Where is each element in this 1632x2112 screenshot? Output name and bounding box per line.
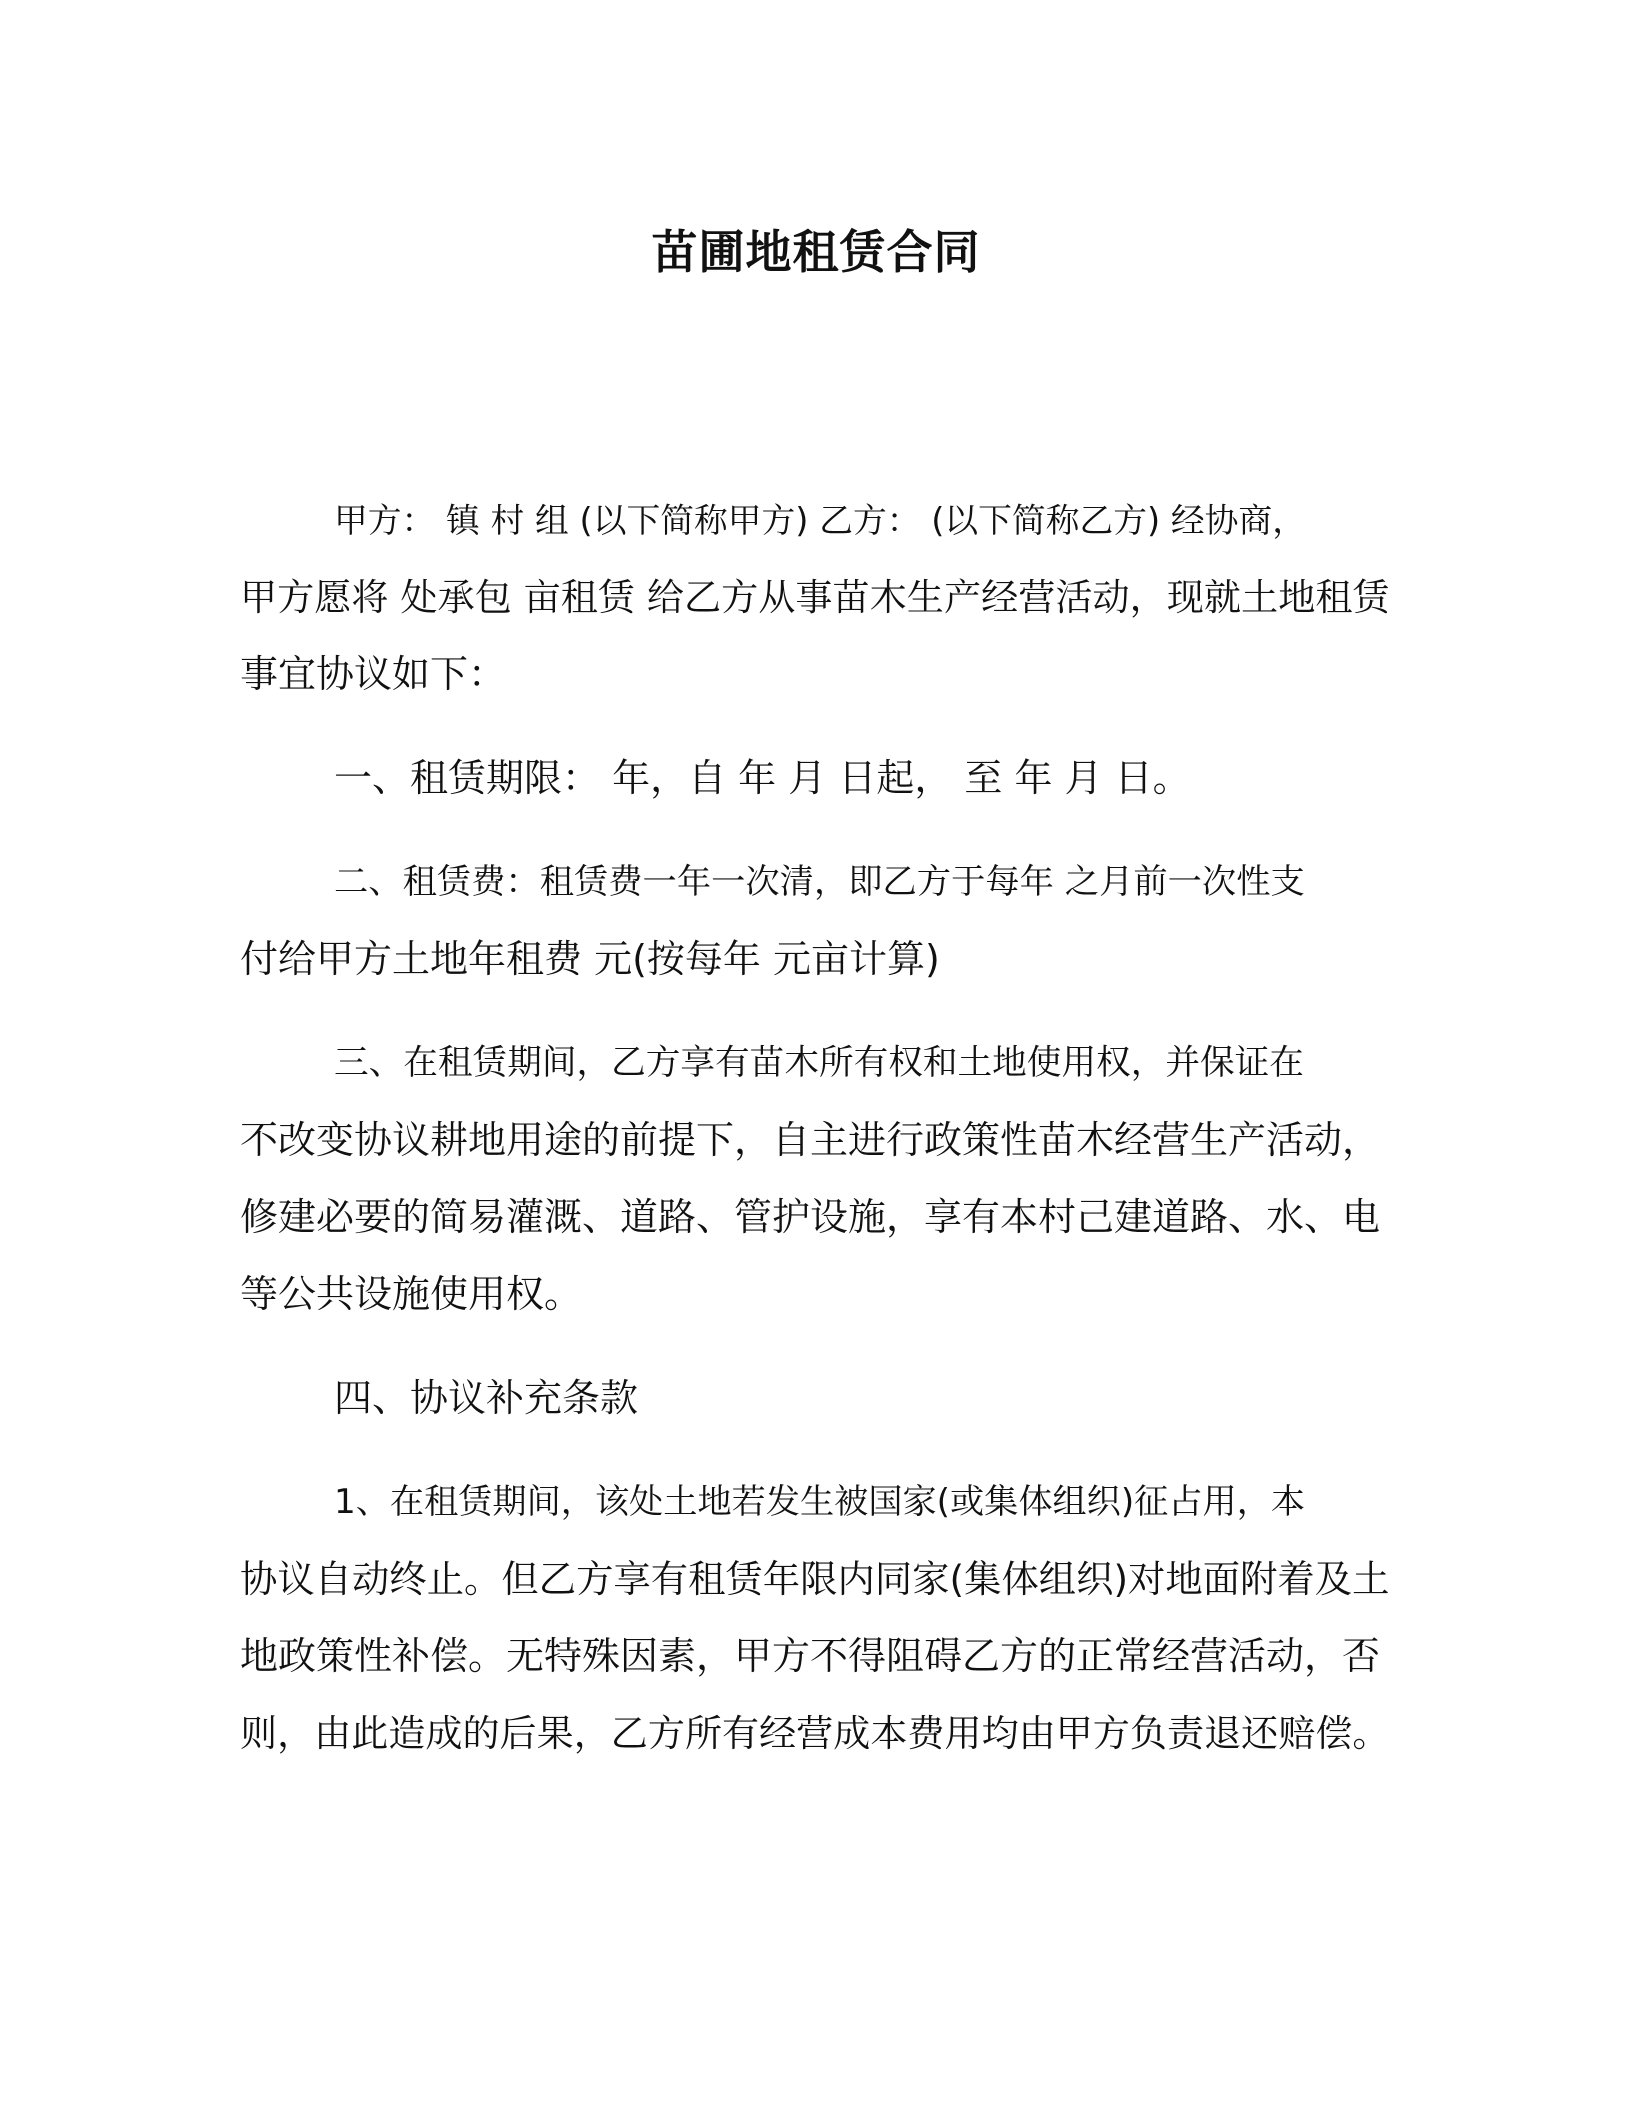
text-line: 三、在租赁期间，乙方享有苗木所有权和土地使用权，并保证在 <box>334 1043 1304 1083</box>
text-line: 二、租赁费：租赁费一年一次清，即乙方于每年 之月前一次性支 <box>334 862 1305 902</box>
text-line: 甲方愿将 处承包 亩租赁 给乙方从事苗木生产经营活动，现就土地租赁 <box>240 576 1390 619</box>
paragraph-clause-1 <box>240 740 1390 817</box>
paragraph-clause-2 <box>240 844 1390 998</box>
text-line: 不改变协议耕地用途的前提下，自主进行政策性苗木经营生产活动， <box>240 1118 1381 1162</box>
text-line: 四、协议补充条款 <box>334 1376 639 1420</box>
paragraph-preamble <box>240 482 1390 713</box>
text-line: 甲方： 镇 村 组 (以下简称甲方) 乙方： (以下简称乙方) 经协商， <box>334 501 1306 540</box>
text-line: 等公共设施使用权。 <box>240 1272 583 1316</box>
document-title: 苗圃地租赁合同 <box>651 225 981 279</box>
text-line: 修建必要的简易灌溉、道路、管护设施，享有本村己建道路、水、电 <box>240 1195 1381 1239</box>
text-line: 则，由此造成的后果，乙方所有经营成本费用均由甲方负责退还赔偿。 <box>240 1712 1390 1755</box>
document-body <box>240 482 1390 1799</box>
text-line: 一、租赁期限： 年，自 年 月 日起， 至 年 月 日。 <box>334 756 1191 800</box>
paragraph-clause-4-1 <box>240 1464 1390 1772</box>
text-line: 地政策性补偿。无特殊因素，甲方不得阻碍乙方的正常经营活动，否 <box>240 1634 1381 1678</box>
paragraph-clause-4 <box>240 1360 1390 1437</box>
paragraph-clause-3 <box>240 1025 1390 1333</box>
text-line: 付给甲方土地年租费 元(按每年 元亩计算) <box>240 937 940 981</box>
text-line: 事宜协议如下： <box>240 652 507 696</box>
text-line: 协议自动终止。但乙方享有租赁年限内同家(集体组织)对地面附着及土 <box>240 1557 1390 1601</box>
text-line: 1、在租赁期间，该处土地若发生被国家(或集体组织)征占用，本 <box>334 1482 1306 1522</box>
